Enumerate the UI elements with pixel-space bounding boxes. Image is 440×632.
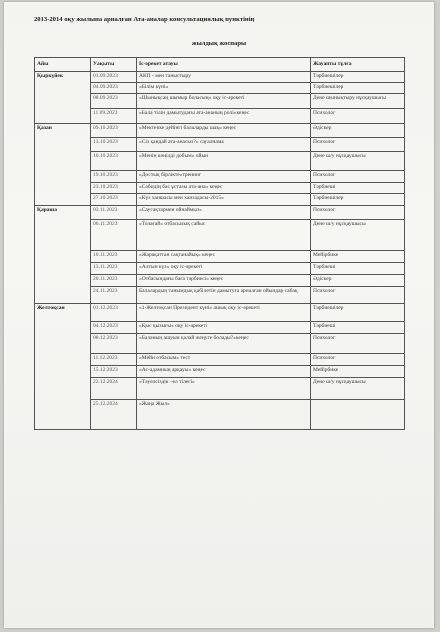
date-cell: 08.09.2023 [91,94,137,109]
date-cell: 03.11.2023 [91,206,137,220]
table-row [35,400,405,430]
activity-cell: «Жаңа Жыл» [137,400,311,430]
document-subtitle: жылдық жоспары [191,40,247,47]
responsible-cell: Психолог [311,171,405,183]
activity-cell: «Мейн отбасым» тест [137,354,311,366]
table-row [35,334,405,354]
responsible-cell: Тәрбиеші [311,263,405,275]
date-cell: 04.12.2023 [91,322,137,334]
table-row [35,83,405,94]
responsible-cell: Мейірбике [311,366,405,378]
date-cell: 13.11.2023 [91,263,137,275]
activity-cell: «Толағай» отбасылық сайыс [137,220,311,251]
date-cell: 23.10.2023 [91,183,137,194]
activity-cell: «Білім күні» [137,83,311,94]
header-date: Уақыты [91,58,137,72]
date-cell: 24.11.2023 [91,287,137,304]
responsible-cell: Тәрбиешілер [311,83,405,94]
responsible-cell: Психолог [311,206,405,220]
activity-cell: Балалардың танымдық қабілетін дамытуға арналған ойындар сабақ [137,287,311,304]
activity-cell: «Менің көңілді добым» ойын [137,152,311,171]
table-row [35,287,405,304]
activity-cell: «Шынықсаң шымыр боласың» оқу іс-әрекеті [137,94,311,109]
date-cell: 16.10.2023 [91,152,137,171]
responsible-cell: Мейірбике [311,251,405,263]
header-activity: Іс-әрекет атауы [137,58,311,72]
activity-cell: «Тәуелсіздік –ел тілегі» [137,378,311,400]
table-row [35,275,405,287]
header-responsible: Жауапты тұлға [311,58,405,72]
table-row [35,354,405,366]
responsible-cell: Психолог [311,287,405,304]
activity-cell: «Бала тілін дамытудағы ата-ананың ролі»кеңес [137,109,311,124]
activity-cell: «Күз ханшасы мен ханзадасы-2015» [137,194,311,206]
table-row [35,366,405,378]
activity-cell: АКП - мен таныстыру [137,72,311,83]
month-cell: Желтоқсан [35,304,91,430]
table-row [35,72,405,83]
table-body [35,72,405,430]
table-row [35,94,405,109]
table-row [35,194,405,206]
activity-cell: «Саусақтармен ойнаймыз» [137,206,311,220]
responsible-cell: Тәрбиеші [311,183,405,194]
date-cell: 25.12.2024 [91,400,137,430]
table-row [35,322,405,334]
activity-cell: «1-Желтоқсан Президент күні» ашық оқу іс-әрекеті [137,304,311,322]
date-cell: 08.12.2023 [91,334,137,354]
table-row [35,304,405,322]
date-cell: 01.12.2023 [91,304,137,322]
table-row [35,220,405,251]
table-row [35,138,405,152]
responsible-cell: Тәрбиешілер [311,304,405,322]
responsible-cell: Психолог [311,109,405,124]
responsible-cell: Әдіскер [311,124,405,138]
activity-cell: «Ас-адамның арқауы» кеңес [137,366,311,378]
date-cell: 10.11.2023 [91,251,137,263]
document-page [4,2,434,628]
responsible-cell: Дене шынықтыру нұсқаушысы [311,94,405,109]
responsible-cell: Әдіскер [311,275,405,287]
date-cell: 13.10.2023 [91,138,137,152]
table-row [35,206,405,220]
table-row [35,251,405,263]
activity-cell: «Алтын күз» оқу іс-әрекеті [137,263,311,275]
table-row [35,263,405,275]
responsible-cell: Психолог [311,334,405,354]
month-cell: Қазан [35,124,91,206]
date-cell: 11.09.2023 [91,109,137,124]
activity-cell: «Мектепке дейінгі балаларды шақ» кеңес [137,124,311,138]
document-title: 2013-2014 оқу жылына арналған Ата-аналар консультациялық пунктінің [34,16,255,23]
date-cell: 15.12.2023 [91,366,137,378]
month-cell: Қараша [35,206,91,304]
date-cell: 11.12.2023 [91,354,137,366]
activity-cell: «Жарақаттан сақтанайық» кеңес [137,251,311,263]
date-cell: 19.10.2023 [91,171,137,183]
activity-cell: «Қыс қызығы» оқу іс-әрекеті [137,322,311,334]
table-header-row [35,58,405,72]
table-row [35,171,405,183]
date-cell: 22.12.2024 [91,378,137,400]
responsible-cell: Тәрбиешілер [311,72,405,83]
responsible-cell: Дене ш/у нұсқаушысы [311,220,405,251]
activity-cell: «Баланың ашуын қалай жеңуге болады?»кеңес [137,334,311,354]
activity-cell: «Достық бірлікте»тренинг [137,171,311,183]
table-row [35,152,405,171]
table-row [35,124,405,138]
activity-cell: «Сіз қандай ата-анасыз?» сауалнама [137,138,311,152]
activity-cell: «Отбасындағы баға тәрбиесі» кеңес [137,275,311,287]
table-row [35,109,405,124]
responsible-cell: Тәрбиеші [311,322,405,334]
month-cell: Қыркүйек [35,72,91,124]
responsible-cell: Психолог [311,138,405,152]
date-cell: 20.11.2023 [91,275,137,287]
responsible-cell: Психолог [311,354,405,366]
date-cell: 06.11.2023 [91,220,137,251]
table-row [35,183,405,194]
date-cell: 09.10.2023 [91,124,137,138]
header-month: Айы [35,58,91,72]
table-row [35,378,405,400]
date-cell: 27.10.2023 [91,194,137,206]
responsible-cell: Тәрбиешілер [311,194,405,206]
activity-cell: «Сәбидің бас ұстазы ата-ана» кеңес [137,183,311,194]
responsible-cell: Дене ш/у нұсқаушысы [311,378,405,400]
date-cell: 01.09.2023 [91,72,137,83]
responsible-cell [311,400,405,430]
plan-table [34,57,405,430]
responsible-cell: Дене ш/у нұсқаушысы [311,152,405,171]
date-cell: 04.09.2023 [91,83,137,94]
